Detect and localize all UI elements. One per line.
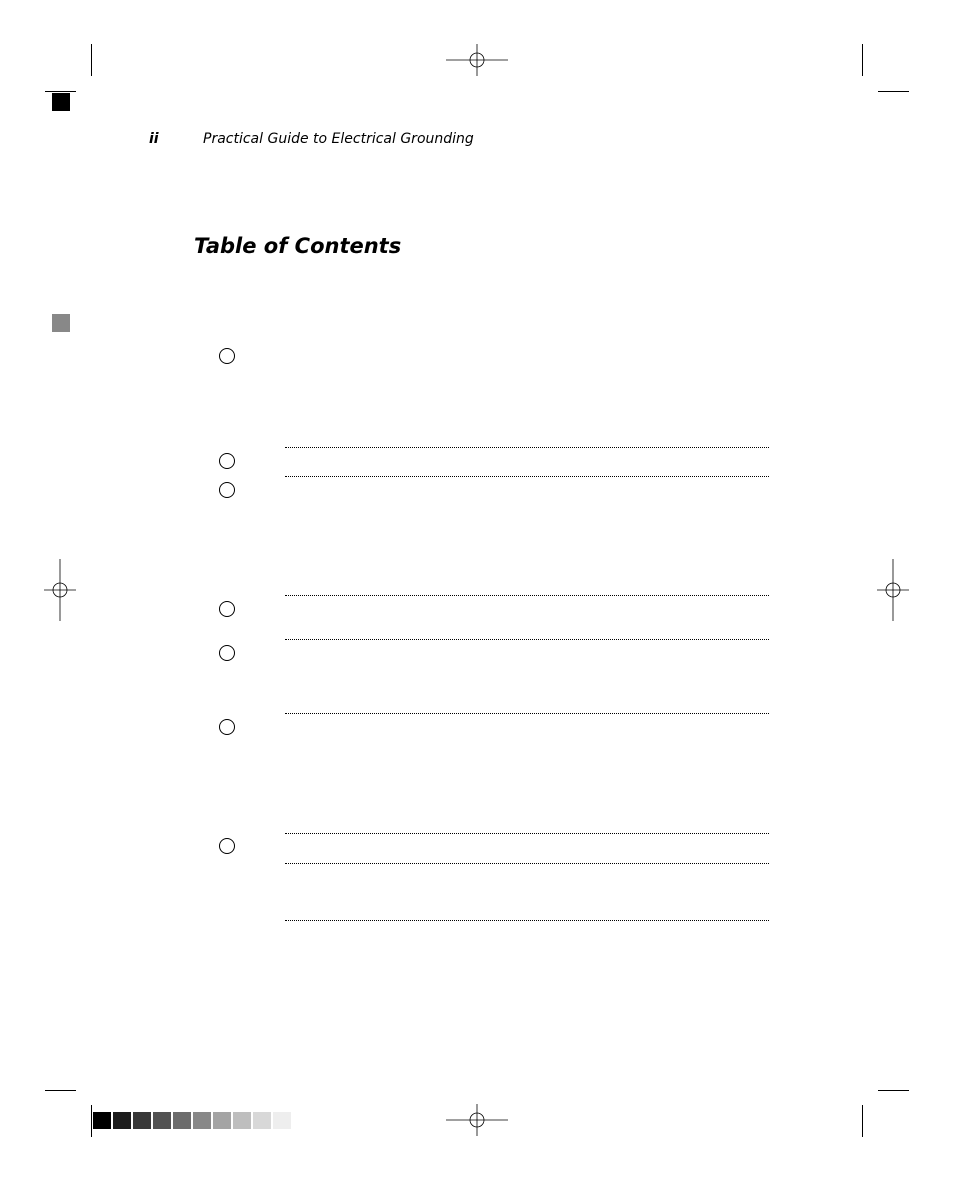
toc-separator <box>285 447 769 448</box>
registration-mark-left <box>44 559 76 621</box>
registration-mark-right <box>877 559 909 621</box>
running-head <box>149 131 474 147</box>
toc-separator <box>285 833 769 834</box>
registration-mark-top <box>446 44 508 76</box>
toc-entry-marker <box>219 838 235 854</box>
calibration-swatch <box>273 1112 291 1129</box>
crop-mark <box>878 91 909 92</box>
toc-entry-marker <box>219 719 235 735</box>
calibration-swatch <box>213 1112 231 1129</box>
crop-mark <box>91 1105 92 1137</box>
crop-mark <box>878 1090 909 1091</box>
black-square-marker <box>52 93 70 111</box>
toc-separator <box>285 863 769 864</box>
toc-entry-marker <box>219 348 235 364</box>
calibration-swatch <box>193 1112 211 1129</box>
crop-mark <box>862 1105 863 1137</box>
toc-entry-marker <box>219 601 235 617</box>
page-number: ii <box>149 131 159 147</box>
page-title: Table of Contents <box>194 234 402 258</box>
toc-entry-marker <box>219 453 235 469</box>
calibration-swatch <box>113 1112 131 1129</box>
calibration-swatch <box>253 1112 271 1129</box>
crop-mark <box>862 44 863 76</box>
toc-separator <box>285 595 769 596</box>
calibration-swatch <box>133 1112 151 1129</box>
calibration-swatch <box>93 1112 111 1129</box>
toc-separator <box>285 476 769 477</box>
calibration-swatch <box>173 1112 191 1129</box>
calibration-swatch <box>153 1112 171 1129</box>
toc-entry-marker <box>219 645 235 661</box>
crop-mark <box>45 91 76 92</box>
book-title: Practical Guide to Electrical Grounding <box>203 131 474 147</box>
registration-mark-bottom <box>446 1104 508 1136</box>
crop-mark <box>45 1090 76 1091</box>
calibration-swatch <box>233 1112 251 1129</box>
toc-separator <box>285 713 769 714</box>
toc-separator <box>285 639 769 640</box>
crop-mark <box>91 44 92 76</box>
gray-square-marker <box>52 314 70 332</box>
toc-separator <box>285 920 769 921</box>
toc-entry-marker <box>219 482 235 498</box>
